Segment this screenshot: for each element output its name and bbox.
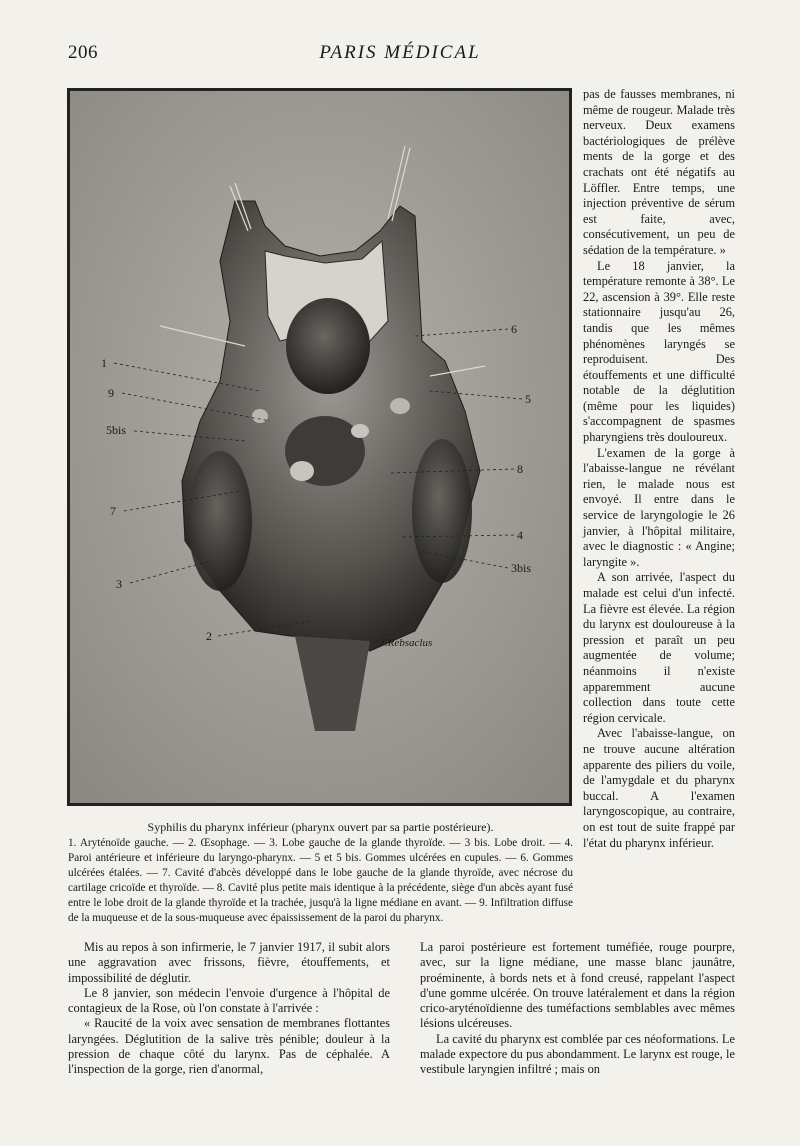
- figure-label: 2: [206, 629, 212, 643]
- figure-label: 6: [511, 322, 517, 336]
- figure-label: 3bis: [511, 561, 532, 575]
- paragraph: Avec l'abaisse-langue, on ne trouve aucune altération apparente des piliers du voile, de l'amygdale et du pharynx buccal. A l'examen laryngoscopique, au contraire, on est tout de suite frappé par l'état du pharynx inférieur.: [583, 726, 735, 850]
- ulcer-light: [351, 424, 369, 438]
- figure-label: 7: [110, 504, 116, 518]
- pharynx-illustration: [70, 91, 569, 803]
- paragraph: L'examen de la gorge à l'abaisse-langue ne révélant rien, le malade nous est envoyé. Il entre dans le service de laryngologie le 26 janvier, à l'hôpital militaire, avec le diagnostic : « Angine; laryngite ».: [583, 445, 735, 569]
- thyroid-right: [412, 439, 472, 583]
- figure-label: 5: [525, 392, 531, 406]
- figure-label: 3: [116, 577, 122, 591]
- artist-signature: J.Rebsaclus: [380, 637, 433, 649]
- ulcer-light: [290, 461, 314, 481]
- ulcer-light: [252, 409, 268, 423]
- paragraph: Mis au repos à son infirmerie, le 7 janvier 1917, il subit alors une aggravation avec frissons, fièvre, étouffements, et impossibilité de déglutir.: [68, 940, 390, 985]
- paragraph: « Raucité de la voix avec sensation de membranes flottantes laryngées. Déglutition de la salive très pénible; douleur à la pression de chaque côté du larynx. Pas de céphalée. A l'inspection de la gorge, rien d'anormal,: [68, 1016, 390, 1077]
- right-column: [583, 87, 735, 851]
- paragraph: La cavité du pharynx est comblée par ces néoformations. Le malade expectore du pus abondamment. Le larynx est rouge, le vestibule laryngien infiltré ; mais on: [420, 1031, 735, 1077]
- figure-label: 1: [101, 356, 107, 370]
- ulcer-light: [390, 398, 410, 414]
- figure-label: 8: [517, 462, 523, 476]
- paragraph: Le 18 janvier, la température remonte à 38°. Le 22, ascension à 39°. Elle reste stationnaire jusqu'au 26, tandis que les mêmes phénomènes laryngés se reproduisent. Des étouffements et une difficulté notable de la déglutition (même pour les liquides) s'accompagnent de spasmes pharyngiens très douloureux.: [583, 258, 735, 445]
- paragraph: La paroi postérieure est fortement tuméfiée, rouge pourpre, avec, sur la ligne médiane, une masse blanc jaunâtre, proéminente, à bords nets et à fond creusé, rappelant l'aspect d'une gomme ulcérée. On trouve latéralement et dans la région crico-aryténoïdienne des tuméfactions semblables avec mêmes lésions ulcéreuses.: [420, 940, 735, 1031]
- figure-label: 5bis: [106, 423, 127, 437]
- paragraph: A son arrivée, l'aspect du malade est celui d'un infecté. La fièvre est élevée. La région du larynx est douloureuse à la pression et paraît un peu augmentée de volume; néanmoins il n'existe apparemment aucune collection dans toute cette région cervicale.: [583, 570, 735, 725]
- anatomical-figure: [67, 88, 572, 806]
- paragraph: Le 8 janvier, son médecin l'envoie d'urgence à l'hôpital de contagieux de la Rose, où l'on constate à l'arrivée :: [68, 985, 390, 1016]
- figure-legend: 1. Aryténoïde gauche. — 2. Œsophage. — 3. Lobe gauche de la glande thyroïde. — 3 bis. Lobe droit. — 4. Paroi antérieure et inférieure du laryngo-pharynx. — 5 et 5 bis. Gommes ulcérées en cupules. — 6. Gommes ulcérées étalées. — 7. Cavité d'abcès développé dans le lobe gauche de la glande thyroïde, avec nécrose du cartilage cricoïde et thyroïde. — 8. Cavité plus petite mais identique à la précédente, siège d'un abcès ayant fusé entre le lobe droit de la glande thyroïde et la trachée, jusqu'à la ligne médiane en avant. — 9. Infiltration diffuse de la muqueuse et de la sous-muqueuse avec épaississement de la paroi du pharynx.: [68, 837, 573, 924]
- figure-caption-title: Syphilis du pharynx inférieur (pharynx ouvert par sa partie postérieure).: [147, 820, 494, 834]
- page-number: 206: [68, 42, 98, 63]
- bottom-left-column: [68, 940, 390, 1078]
- epiglottis: [286, 298, 370, 394]
- paragraph: pas de fausses membranes, ni même de rougeur. Malade très nerveux. Deux examens bactériologiques de prélève ments de la gorge et des crachats ont été négatifs au Löffler. Entre temps, une injection préventive de sérum est faite, avec, consécutivement, un peu de sédation de la température. »: [583, 87, 735, 257]
- figure-label: 9: [108, 386, 114, 400]
- thyroid-left: [188, 451, 252, 591]
- figure-label: 4: [517, 528, 523, 542]
- running-title: PARIS MÉDICAL: [319, 42, 481, 63]
- bottom-right-column: [420, 940, 735, 1078]
